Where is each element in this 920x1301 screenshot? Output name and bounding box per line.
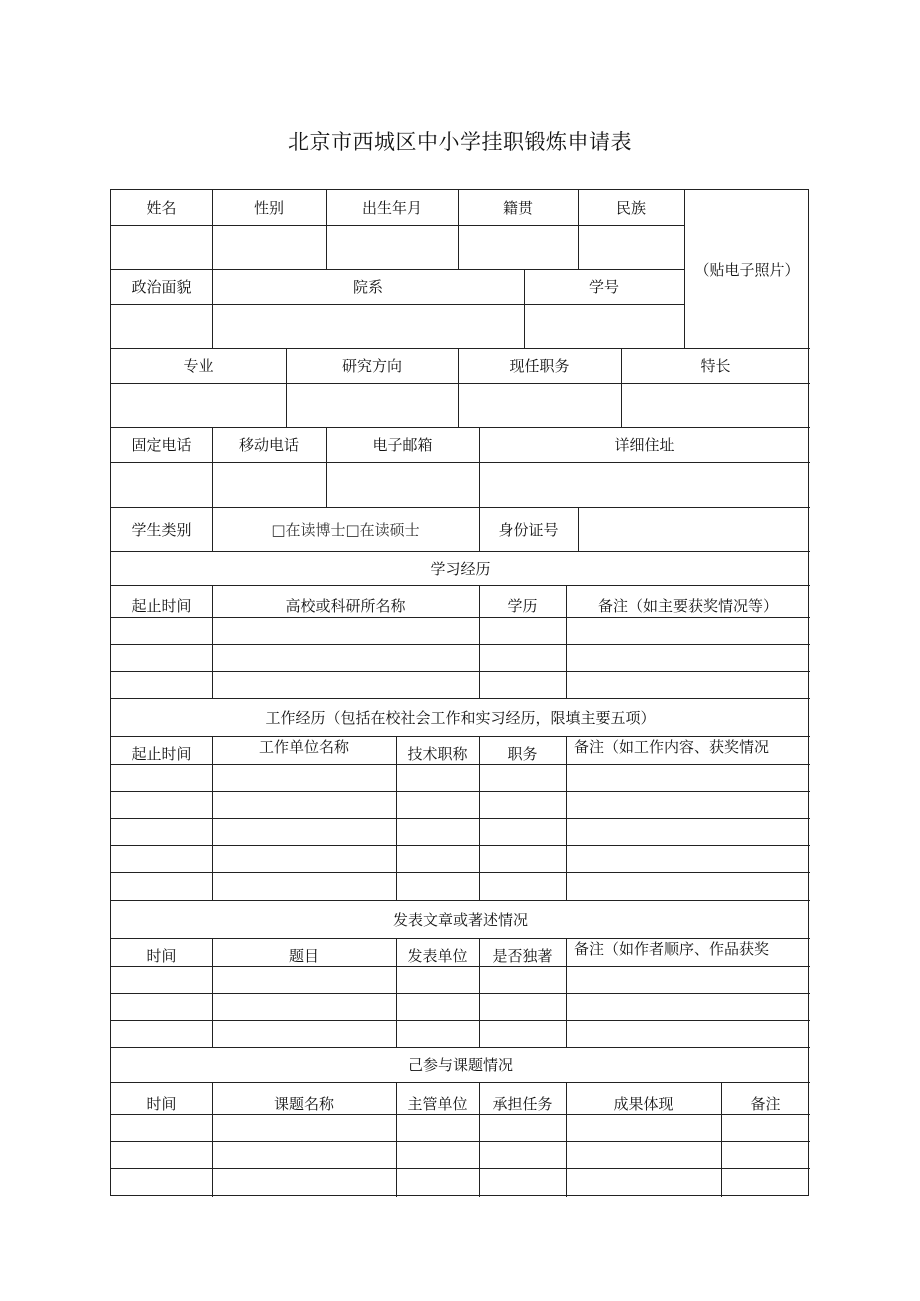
proj-header-task: 承担任务 bbox=[492, 1095, 553, 1113]
label-email: 电子邮箱 bbox=[372, 436, 433, 454]
work-header-remarks: 备注（如工作内容、获奖情况 bbox=[574, 738, 770, 756]
label-name: 姓名 bbox=[146, 199, 177, 217]
label-mobile: 移动电话 bbox=[238, 436, 299, 454]
section-title-projects: 己参与课题情况 bbox=[407, 1056, 513, 1074]
proj-header-remarks: 备注 bbox=[750, 1095, 781, 1113]
pub-header-time: 时间 bbox=[146, 947, 177, 965]
work-header-employer: 工作单位名称 bbox=[258, 738, 349, 756]
label-major: 专业 bbox=[183, 357, 214, 375]
pub-header-topic: 题目 bbox=[288, 947, 319, 965]
label-specialty: 特长 bbox=[700, 357, 731, 375]
photo-placeholder: （贴电子照片） bbox=[694, 260, 800, 279]
study-header-degree: 学历 bbox=[507, 596, 538, 615]
application-form bbox=[110, 189, 809, 1196]
label-department: 院系 bbox=[352, 278, 383, 296]
proj-header-time: 时间 bbox=[146, 1095, 177, 1113]
label-current-position: 现任职务 bbox=[509, 357, 570, 375]
label-landline: 固定电话 bbox=[131, 436, 192, 454]
section-title-work: 工作经历（包括在校社会工作和实习经历，限填主要五项） bbox=[265, 708, 656, 727]
section-title-publications: 发表文章或著述情况 bbox=[392, 910, 528, 929]
label-student-type: 学生类别 bbox=[131, 520, 192, 539]
study-header-period: 起止时间 bbox=[131, 596, 192, 615]
pub-header-remarks: 备注（如作者顺序、作品获奖 bbox=[574, 940, 770, 958]
label-gender: 性别 bbox=[253, 199, 284, 217]
pub-header-publisher: 发表单位 bbox=[407, 947, 468, 965]
label-id-number: 身份证号 bbox=[498, 520, 559, 539]
student-type-checkboxes[interactable]: □在读博士□在读硕士 bbox=[271, 520, 420, 539]
label-ethnicity: 民族 bbox=[615, 199, 646, 217]
study-header-school: 高校或科研所名称 bbox=[285, 596, 406, 615]
label-research-direction: 研究方向 bbox=[341, 357, 402, 375]
label-native-place: 籍贯 bbox=[502, 199, 533, 217]
study-header-remarks: 备注（如主要获奖情况等） bbox=[597, 596, 778, 615]
work-header-period: 起止时间 bbox=[131, 745, 192, 763]
proj-header-outcome: 成果体现 bbox=[613, 1095, 674, 1113]
work-header-title: 技术职称 bbox=[407, 745, 468, 763]
label-student-id: 学号 bbox=[588, 278, 619, 296]
proj-header-name: 课题名称 bbox=[273, 1095, 334, 1113]
work-header-duty: 职务 bbox=[507, 745, 538, 763]
page-title: 北京市西城区中小学挂职锻炼申请表 bbox=[288, 130, 632, 154]
label-birth: 出生年月 bbox=[361, 199, 422, 217]
pub-header-sole-author: 是否独著 bbox=[492, 947, 553, 965]
label-address: 详细住址 bbox=[614, 436, 675, 454]
label-political-status: 政治面貌 bbox=[131, 278, 192, 296]
proj-header-authority: 主管单位 bbox=[407, 1095, 468, 1113]
section-title-study: 学习经历 bbox=[430, 559, 491, 578]
